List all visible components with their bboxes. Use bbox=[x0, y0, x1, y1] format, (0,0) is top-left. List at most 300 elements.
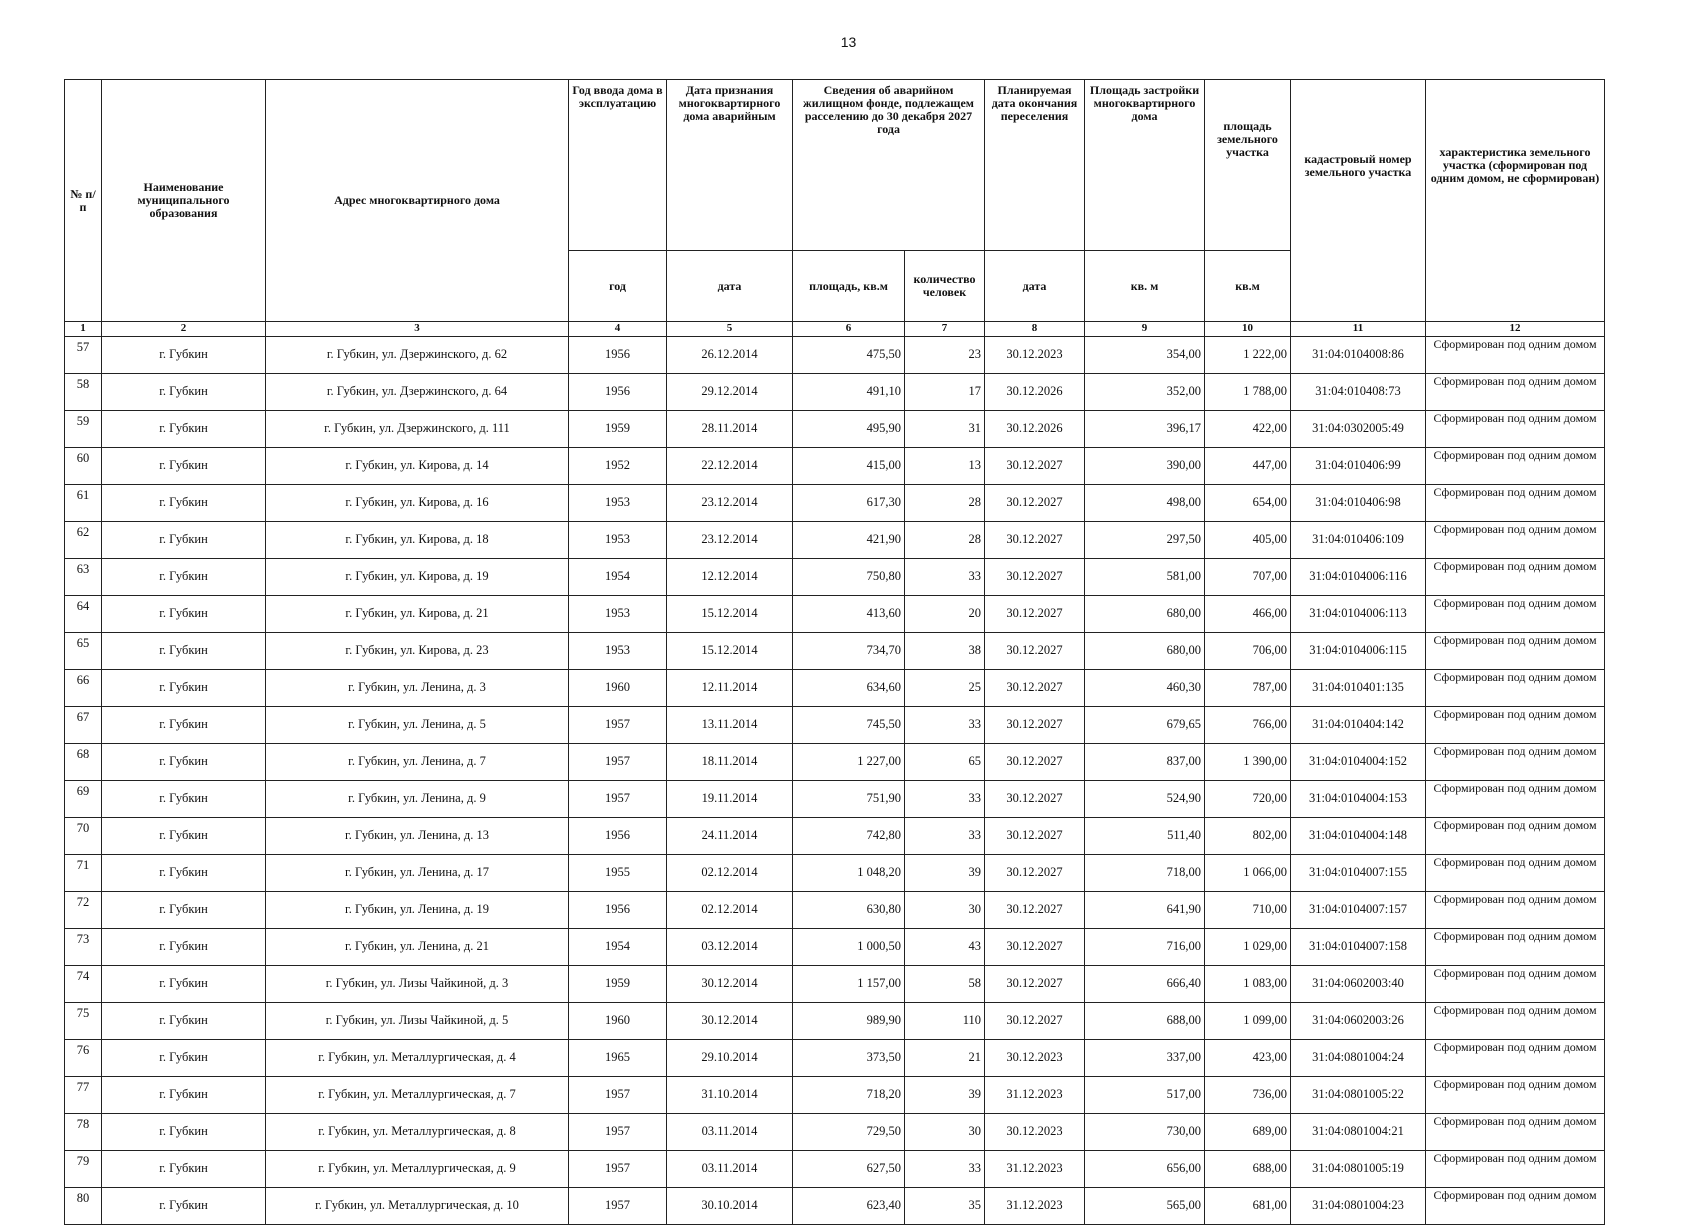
emergency-date-cell: 03.11.2014 bbox=[667, 1114, 793, 1151]
resettlement-date-cell: 30.12.2027 bbox=[985, 1003, 1085, 1040]
year-built-cell: 1960 bbox=[569, 670, 667, 707]
row-number: 74 bbox=[65, 966, 102, 1003]
emergency-date-cell: 29.12.2014 bbox=[667, 374, 793, 411]
header-num: № п/п bbox=[65, 80, 102, 322]
address-cell: г. Губкин, ул. Кирова, д. 21 bbox=[266, 596, 569, 633]
header-land-area: площадь земельного участка bbox=[1205, 80, 1291, 251]
table-row bbox=[65, 448, 1605, 485]
row-number: 75 bbox=[65, 1003, 102, 1040]
table-row bbox=[65, 818, 1605, 855]
area-cell: 1 000,50 bbox=[793, 929, 905, 966]
people-count-cell: 58 bbox=[905, 966, 985, 1003]
people-count-cell: 43 bbox=[905, 929, 985, 966]
built-area-cell: 641,90 bbox=[1085, 892, 1205, 929]
header-emergency-date: Дата признания многоквартирного дома аварийным bbox=[667, 80, 793, 251]
cadastral-number-cell: 31:04:0602003:40 bbox=[1291, 966, 1426, 1003]
resettlement-date-cell: 30.12.2027 bbox=[985, 929, 1085, 966]
land-status-cell: Сформирован под одним домом bbox=[1426, 1040, 1605, 1077]
row-number: 60 bbox=[65, 448, 102, 485]
table-row bbox=[65, 855, 1605, 892]
land-area-cell: 688,00 bbox=[1205, 1151, 1291, 1188]
land-status-cell: Сформирован под одним домом bbox=[1426, 818, 1605, 855]
resettlement-date-cell: 30.12.2027 bbox=[985, 448, 1085, 485]
area-cell: 742,80 bbox=[793, 818, 905, 855]
subheader-people: количество человек bbox=[905, 251, 985, 322]
resettlement-date-cell: 31.12.2023 bbox=[985, 1077, 1085, 1114]
built-area-cell: 354,00 bbox=[1085, 337, 1205, 374]
year-built-cell: 1957 bbox=[569, 707, 667, 744]
year-built-cell: 1956 bbox=[569, 374, 667, 411]
address-cell: г. Губкин, ул. Кирова, д. 19 bbox=[266, 559, 569, 596]
built-area-cell: 718,00 bbox=[1085, 855, 1205, 892]
built-area-cell: 498,00 bbox=[1085, 485, 1205, 522]
row-number: 58 bbox=[65, 374, 102, 411]
table-row bbox=[65, 337, 1605, 374]
resettlement-date-cell: 30.12.2027 bbox=[985, 670, 1085, 707]
land-status-cell: Сформирован под одним домом bbox=[1426, 1077, 1605, 1114]
municipality-cell: г. Губкин bbox=[102, 966, 266, 1003]
municipality-cell: г. Губкин bbox=[102, 485, 266, 522]
land-status-cell: Сформирован под одним домом bbox=[1426, 1151, 1605, 1188]
row-number: 79 bbox=[65, 1151, 102, 1188]
emergency-date-cell: 02.12.2014 bbox=[667, 892, 793, 929]
table-row bbox=[65, 781, 1605, 818]
land-area-cell: 1 066,00 bbox=[1205, 855, 1291, 892]
row-number: 76 bbox=[65, 1040, 102, 1077]
people-count-cell: 25 bbox=[905, 670, 985, 707]
people-count-cell: 20 bbox=[905, 596, 985, 633]
emergency-date-cell: 31.10.2014 bbox=[667, 1077, 793, 1114]
address-cell: г. Губкин, ул. Дзержинского, д. 111 bbox=[266, 411, 569, 448]
table-row bbox=[65, 670, 1605, 707]
land-area-cell: 1 222,00 bbox=[1205, 337, 1291, 374]
built-area-cell: 524,90 bbox=[1085, 781, 1205, 818]
emergency-date-cell: 15.12.2014 bbox=[667, 596, 793, 633]
header-emergency-fund: Сведения об аварийном жилищном фонде, подлежащем расселению до 30 декабря 2027 года bbox=[793, 80, 985, 251]
address-cell: г. Губкин, ул. Дзержинского, д. 62 bbox=[266, 337, 569, 374]
municipality-cell: г. Губкин bbox=[102, 929, 266, 966]
cadastral-number-cell: 31:04:0104007:157 bbox=[1291, 892, 1426, 929]
table-row bbox=[65, 596, 1605, 633]
land-status-cell: Сформирован под одним домом bbox=[1426, 744, 1605, 781]
land-area-cell: 423,00 bbox=[1205, 1040, 1291, 1077]
area-cell: 745,50 bbox=[793, 707, 905, 744]
area-cell: 623,40 bbox=[793, 1188, 905, 1225]
subheader-year: год bbox=[569, 251, 667, 322]
area-cell: 750,80 bbox=[793, 559, 905, 596]
built-area-cell: 688,00 bbox=[1085, 1003, 1205, 1040]
land-area-cell: 405,00 bbox=[1205, 522, 1291, 559]
municipality-cell: г. Губкин bbox=[102, 559, 266, 596]
land-status-cell: Сформирован под одним домом bbox=[1426, 929, 1605, 966]
land-status-cell: Сформирован под одним домом bbox=[1426, 1003, 1605, 1040]
column-number: 4 bbox=[569, 322, 667, 337]
table-row bbox=[65, 1114, 1605, 1151]
built-area-cell: 656,00 bbox=[1085, 1151, 1205, 1188]
address-cell: г. Губкин, ул. Ленина, д. 7 bbox=[266, 744, 569, 781]
year-built-cell: 1953 bbox=[569, 633, 667, 670]
emergency-date-cell: 12.12.2014 bbox=[667, 559, 793, 596]
header-municipality: Наименование муниципального образования bbox=[102, 80, 266, 322]
resettlement-date-cell: 30.12.2027 bbox=[985, 522, 1085, 559]
land-area-cell: 681,00 bbox=[1205, 1188, 1291, 1225]
year-built-cell: 1956 bbox=[569, 892, 667, 929]
municipality-cell: г. Губкин bbox=[102, 781, 266, 818]
year-built-cell: 1957 bbox=[569, 1188, 667, 1225]
municipality-cell: г. Губкин bbox=[102, 374, 266, 411]
cadastral-number-cell: 31:04:010404:142 bbox=[1291, 707, 1426, 744]
resettlement-date-cell: 30.12.2027 bbox=[985, 633, 1085, 670]
year-built-cell: 1953 bbox=[569, 596, 667, 633]
area-cell: 495,90 bbox=[793, 411, 905, 448]
address-cell: г. Губкин, ул. Металлургическая, д. 4 bbox=[266, 1040, 569, 1077]
row-number: 66 bbox=[65, 670, 102, 707]
area-cell: 718,20 bbox=[793, 1077, 905, 1114]
area-cell: 415,00 bbox=[793, 448, 905, 485]
resettlement-date-cell: 31.12.2023 bbox=[985, 1188, 1085, 1225]
column-number: 2 bbox=[102, 322, 266, 337]
address-cell: г. Губкин, ул. Лизы Чайкиной, д. 3 bbox=[266, 966, 569, 1003]
year-built-cell: 1956 bbox=[569, 337, 667, 374]
emergency-date-cell: 12.11.2014 bbox=[667, 670, 793, 707]
land-status-cell: Сформирован под одним домом bbox=[1426, 1114, 1605, 1151]
emergency-date-cell: 30.12.2014 bbox=[667, 966, 793, 1003]
row-number: 62 bbox=[65, 522, 102, 559]
land-status-cell: Сформирован под одним домом bbox=[1426, 1188, 1605, 1225]
emergency-date-cell: 22.12.2014 bbox=[667, 448, 793, 485]
municipality-cell: г. Губкин bbox=[102, 744, 266, 781]
cadastral-number-cell: 31:04:0104007:158 bbox=[1291, 929, 1426, 966]
emergency-date-cell: 23.12.2014 bbox=[667, 522, 793, 559]
people-count-cell: 39 bbox=[905, 855, 985, 892]
built-area-cell: 581,00 bbox=[1085, 559, 1205, 596]
address-cell: г. Губкин, ул. Ленина, д. 21 bbox=[266, 929, 569, 966]
table-row bbox=[65, 707, 1605, 744]
municipality-cell: г. Губкин bbox=[102, 1077, 266, 1114]
land-area-cell: 720,00 bbox=[1205, 781, 1291, 818]
emergency-date-cell: 30.12.2014 bbox=[667, 1003, 793, 1040]
column-number: 11 bbox=[1291, 322, 1426, 337]
year-built-cell: 1957 bbox=[569, 781, 667, 818]
land-area-cell: 787,00 bbox=[1205, 670, 1291, 707]
cadastral-number-cell: 31:04:0104004:148 bbox=[1291, 818, 1426, 855]
resettlement-date-cell: 30.12.2027 bbox=[985, 818, 1085, 855]
row-number: 59 bbox=[65, 411, 102, 448]
year-built-cell: 1956 bbox=[569, 818, 667, 855]
emergency-date-cell: 23.12.2014 bbox=[667, 485, 793, 522]
built-area-cell: 837,00 bbox=[1085, 744, 1205, 781]
land-area-cell: 710,00 bbox=[1205, 892, 1291, 929]
column-number-row bbox=[65, 322, 1605, 337]
cadastral-number-cell: 31:04:0104004:152 bbox=[1291, 744, 1426, 781]
year-built-cell: 1954 bbox=[569, 929, 667, 966]
municipality-cell: г. Губкин bbox=[102, 818, 266, 855]
municipality-cell: г. Губкин bbox=[102, 1040, 266, 1077]
built-area-cell: 297,50 bbox=[1085, 522, 1205, 559]
people-count-cell: 33 bbox=[905, 1151, 985, 1188]
municipality-cell: г. Губкин bbox=[102, 522, 266, 559]
column-number: 5 bbox=[667, 322, 793, 337]
municipality-cell: г. Губкин bbox=[102, 670, 266, 707]
year-built-cell: 1957 bbox=[569, 744, 667, 781]
resettlement-date-cell: 30.12.2027 bbox=[985, 892, 1085, 929]
column-number: 3 bbox=[266, 322, 569, 337]
area-cell: 491,10 bbox=[793, 374, 905, 411]
emergency-date-cell: 15.12.2014 bbox=[667, 633, 793, 670]
area-cell: 1 157,00 bbox=[793, 966, 905, 1003]
emergency-date-cell: 26.12.2014 bbox=[667, 337, 793, 374]
table-row bbox=[65, 633, 1605, 670]
built-area-cell: 679,65 bbox=[1085, 707, 1205, 744]
land-area-cell: 1 788,00 bbox=[1205, 374, 1291, 411]
people-count-cell: 13 bbox=[905, 448, 985, 485]
resettlement-date-cell: 30.12.2027 bbox=[985, 485, 1085, 522]
area-cell: 413,60 bbox=[793, 596, 905, 633]
people-count-cell: 35 bbox=[905, 1188, 985, 1225]
resettlement-date-cell: 30.12.2027 bbox=[985, 781, 1085, 818]
table-row bbox=[65, 559, 1605, 596]
address-cell: г. Губкин, ул. Металлургическая, д. 7 bbox=[266, 1077, 569, 1114]
column-number: 10 bbox=[1205, 322, 1291, 337]
land-area-cell: 706,00 bbox=[1205, 633, 1291, 670]
year-built-cell: 1959 bbox=[569, 411, 667, 448]
year-built-cell: 1959 bbox=[569, 966, 667, 1003]
column-number: 8 bbox=[985, 322, 1085, 337]
resettlement-date-cell: 30.12.2027 bbox=[985, 596, 1085, 633]
year-built-cell: 1953 bbox=[569, 485, 667, 522]
row-number: 77 bbox=[65, 1077, 102, 1114]
address-cell: г. Губкин, ул. Ленина, д. 9 bbox=[266, 781, 569, 818]
cadastral-number-cell: 31:04:010406:98 bbox=[1291, 485, 1426, 522]
table-row bbox=[65, 522, 1605, 559]
area-cell: 617,30 bbox=[793, 485, 905, 522]
cadastral-number-cell: 31:04:010406:99 bbox=[1291, 448, 1426, 485]
municipality-cell: г. Губкин bbox=[102, 337, 266, 374]
land-area-cell: 1 390,00 bbox=[1205, 744, 1291, 781]
address-cell: г. Губкин, ул. Кирова, д. 16 bbox=[266, 485, 569, 522]
resettlement-date-cell: 30.12.2023 bbox=[985, 1114, 1085, 1151]
municipality-cell: г. Губкин bbox=[102, 855, 266, 892]
land-status-cell: Сформирован под одним домом bbox=[1426, 596, 1605, 633]
land-status-cell: Сформирован под одним домом bbox=[1426, 374, 1605, 411]
year-built-cell: 1957 bbox=[569, 1077, 667, 1114]
header-cadastral: кадастровый номер земельного участка bbox=[1291, 80, 1426, 322]
area-cell: 630,80 bbox=[793, 892, 905, 929]
cadastral-number-cell: 31:04:0104006:116 bbox=[1291, 559, 1426, 596]
people-count-cell: 31 bbox=[905, 411, 985, 448]
municipality-cell: г. Губкин bbox=[102, 1188, 266, 1225]
land-area-cell: 466,00 bbox=[1205, 596, 1291, 633]
table-row bbox=[65, 892, 1605, 929]
municipality-cell: г. Губкин bbox=[102, 448, 266, 485]
people-count-cell: 33 bbox=[905, 781, 985, 818]
row-number: 71 bbox=[65, 855, 102, 892]
land-status-cell: Сформирован под одним домом bbox=[1426, 855, 1605, 892]
resettlement-date-cell: 30.12.2023 bbox=[985, 1040, 1085, 1077]
built-area-cell: 666,40 bbox=[1085, 966, 1205, 1003]
table-body bbox=[65, 337, 1605, 1225]
row-number: 65 bbox=[65, 633, 102, 670]
land-status-cell: Сформирован под одним домом bbox=[1426, 337, 1605, 374]
table-row bbox=[65, 1077, 1605, 1114]
table-row bbox=[65, 1003, 1605, 1040]
address-cell: г. Губкин, ул. Ленина, д. 19 bbox=[266, 892, 569, 929]
area-cell: 989,90 bbox=[793, 1003, 905, 1040]
land-status-cell: Сформирован под одним домом bbox=[1426, 411, 1605, 448]
people-count-cell: 30 bbox=[905, 1114, 985, 1151]
subheader-area: площадь, кв.м bbox=[793, 251, 905, 322]
cadastral-number-cell: 31:04:0104008:86 bbox=[1291, 337, 1426, 374]
people-count-cell: 28 bbox=[905, 522, 985, 559]
resettlement-date-cell: 30.12.2027 bbox=[985, 744, 1085, 781]
row-number: 64 bbox=[65, 596, 102, 633]
header-land-characteristic: характеристика земельного участка (сформирован под одним домом, не сформирован) bbox=[1426, 80, 1605, 322]
address-cell: г. Губкин, ул. Ленина, д. 13 bbox=[266, 818, 569, 855]
municipality-cell: г. Губкин bbox=[102, 707, 266, 744]
built-area-cell: 460,30 bbox=[1085, 670, 1205, 707]
cadastral-number-cell: 31:04:010401:135 bbox=[1291, 670, 1426, 707]
municipality-cell: г. Губкин bbox=[102, 596, 266, 633]
emergency-date-cell: 18.11.2014 bbox=[667, 744, 793, 781]
table-row bbox=[65, 1040, 1605, 1077]
people-count-cell: 38 bbox=[905, 633, 985, 670]
people-count-cell: 17 bbox=[905, 374, 985, 411]
cadastral-number-cell: 31:04:0104006:113 bbox=[1291, 596, 1426, 633]
municipality-cell: г. Губкин bbox=[102, 1114, 266, 1151]
land-status-cell: Сформирован под одним домом bbox=[1426, 966, 1605, 1003]
cadastral-number-cell: 31:04:0801004:24 bbox=[1291, 1040, 1426, 1077]
municipality-cell: г. Губкин bbox=[102, 633, 266, 670]
built-area-cell: 396,17 bbox=[1085, 411, 1205, 448]
cadastral-number-cell: 31:04:010406:109 bbox=[1291, 522, 1426, 559]
built-area-cell: 680,00 bbox=[1085, 596, 1205, 633]
row-number: 69 bbox=[65, 781, 102, 818]
emergency-date-cell: 19.11.2014 bbox=[667, 781, 793, 818]
resettlement-date-cell: 30.12.2026 bbox=[985, 411, 1085, 448]
land-area-cell: 1 099,00 bbox=[1205, 1003, 1291, 1040]
built-area-cell: 565,00 bbox=[1085, 1188, 1205, 1225]
people-count-cell: 23 bbox=[905, 337, 985, 374]
land-area-cell: 802,00 bbox=[1205, 818, 1291, 855]
subheader-end-date: дата bbox=[985, 251, 1085, 322]
municipality-cell: г. Губкин bbox=[102, 892, 266, 929]
address-cell: г. Губкин, ул. Кирова, д. 14 bbox=[266, 448, 569, 485]
subheader-land-unit: кв.м bbox=[1205, 251, 1291, 322]
address-cell: г. Губкин, ул. Дзержинского, д. 64 bbox=[266, 374, 569, 411]
cadastral-number-cell: 31:04:0801004:21 bbox=[1291, 1114, 1426, 1151]
subheader-built-unit: кв. м bbox=[1085, 251, 1205, 322]
year-built-cell: 1954 bbox=[569, 559, 667, 596]
address-cell: г. Губкин, ул. Ленина, д. 17 bbox=[266, 855, 569, 892]
area-cell: 634,60 bbox=[793, 670, 905, 707]
subheader-date: дата bbox=[667, 251, 793, 322]
area-cell: 475,50 bbox=[793, 337, 905, 374]
resettlement-date-cell: 30.12.2023 bbox=[985, 337, 1085, 374]
people-count-cell: 33 bbox=[905, 818, 985, 855]
emergency-date-cell: 03.12.2014 bbox=[667, 929, 793, 966]
year-built-cell: 1965 bbox=[569, 1040, 667, 1077]
row-number: 68 bbox=[65, 744, 102, 781]
land-status-cell: Сформирован под одним домом bbox=[1426, 707, 1605, 744]
table-row bbox=[65, 411, 1605, 448]
resettlement-date-cell: 30.12.2026 bbox=[985, 374, 1085, 411]
row-number: 78 bbox=[65, 1114, 102, 1151]
land-area-cell: 1 083,00 bbox=[1205, 966, 1291, 1003]
year-built-cell: 1957 bbox=[569, 1151, 667, 1188]
year-built-cell: 1953 bbox=[569, 522, 667, 559]
year-built-cell: 1957 bbox=[569, 1114, 667, 1151]
row-number: 80 bbox=[65, 1188, 102, 1225]
area-cell: 734,70 bbox=[793, 633, 905, 670]
cadastral-number-cell: 31:04:0104006:115 bbox=[1291, 633, 1426, 670]
row-number: 70 bbox=[65, 818, 102, 855]
table-row bbox=[65, 374, 1605, 411]
emergency-date-cell: 02.12.2014 bbox=[667, 855, 793, 892]
land-status-cell: Сформирован под одним домом bbox=[1426, 892, 1605, 929]
address-cell: г. Губкин, ул. Металлургическая, д. 8 bbox=[266, 1114, 569, 1151]
land-status-cell: Сформирован под одним домом bbox=[1426, 670, 1605, 707]
land-area-cell: 447,00 bbox=[1205, 448, 1291, 485]
built-area-cell: 517,00 bbox=[1085, 1077, 1205, 1114]
municipality-cell: г. Губкин bbox=[102, 1151, 266, 1188]
year-built-cell: 1955 bbox=[569, 855, 667, 892]
people-count-cell: 21 bbox=[905, 1040, 985, 1077]
land-status-cell: Сформирован под одним домом bbox=[1426, 448, 1605, 485]
area-cell: 627,50 bbox=[793, 1151, 905, 1188]
year-built-cell: 1960 bbox=[569, 1003, 667, 1040]
emergency-date-cell: 13.11.2014 bbox=[667, 707, 793, 744]
column-number: 7 bbox=[905, 322, 985, 337]
row-number: 63 bbox=[65, 559, 102, 596]
header-address: Адрес многоквартирного дома bbox=[266, 80, 569, 322]
cadastral-number-cell: 31:04:0801004:23 bbox=[1291, 1188, 1426, 1225]
address-cell: г. Губкин, ул. Металлургическая, д. 10 bbox=[266, 1188, 569, 1225]
area-cell: 1 048,20 bbox=[793, 855, 905, 892]
table-row bbox=[65, 1151, 1605, 1188]
land-area-cell: 707,00 bbox=[1205, 559, 1291, 596]
column-number: 12 bbox=[1426, 322, 1605, 337]
built-area-cell: 730,00 bbox=[1085, 1114, 1205, 1151]
people-count-cell: 30 bbox=[905, 892, 985, 929]
land-area-cell: 689,00 bbox=[1205, 1114, 1291, 1151]
page-number: 13 bbox=[840, 34, 857, 50]
address-cell: г. Губкин, ул. Кирова, д. 18 bbox=[266, 522, 569, 559]
area-cell: 421,90 bbox=[793, 522, 905, 559]
land-status-cell: Сформирован под одним домом bbox=[1426, 781, 1605, 818]
address-cell: г. Губкин, ул. Ленина, д. 5 bbox=[266, 707, 569, 744]
land-status-cell: Сформирован под одним домом bbox=[1426, 633, 1605, 670]
people-count-cell: 33 bbox=[905, 559, 985, 596]
header-resettlement-end: Планируемая дата окончания переселения bbox=[985, 80, 1085, 251]
area-cell: 373,50 bbox=[793, 1040, 905, 1077]
land-status-cell: Сформирован под одним домом bbox=[1426, 485, 1605, 522]
land-area-cell: 736,00 bbox=[1205, 1077, 1291, 1114]
land-status-cell: Сформирован под одним домом bbox=[1426, 559, 1605, 596]
municipality-cell: г. Губкин bbox=[102, 1003, 266, 1040]
land-area-cell: 1 029,00 bbox=[1205, 929, 1291, 966]
column-number: 9 bbox=[1085, 322, 1205, 337]
year-built-cell: 1952 bbox=[569, 448, 667, 485]
area-cell: 729,50 bbox=[793, 1114, 905, 1151]
cadastral-number-cell: 31:04:0801005:22 bbox=[1291, 1077, 1426, 1114]
cadastral-number-cell: 31:04:0602003:26 bbox=[1291, 1003, 1426, 1040]
column-number: 6 bbox=[793, 322, 905, 337]
row-number: 72 bbox=[65, 892, 102, 929]
address-cell: г. Губкин, ул. Ленина, д. 3 bbox=[266, 670, 569, 707]
table-row bbox=[65, 929, 1605, 966]
row-number: 67 bbox=[65, 707, 102, 744]
header-year-built: Год ввода дома в эксплуатацию bbox=[569, 80, 667, 251]
